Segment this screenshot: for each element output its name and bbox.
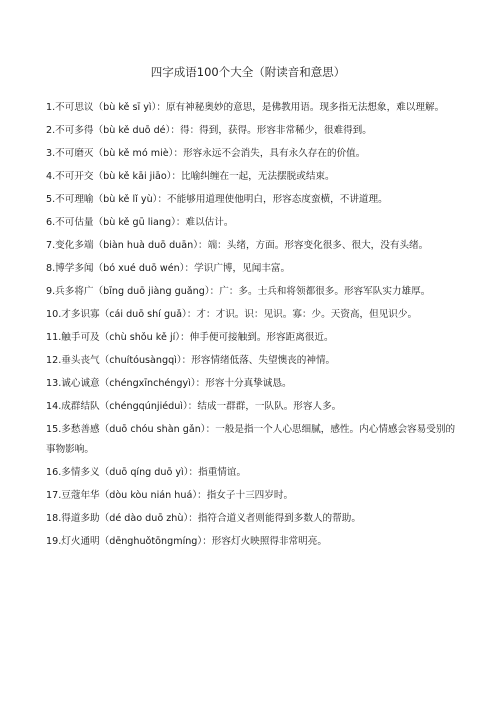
document-title: 四字成语100个大全（附读音和意思） xyxy=(150,65,346,79)
idiom-entry: 5.不可理喻（bù kě lǐ yù）：不能够用道理使他明白，形容态度蛮横，不讲道理。 xyxy=(46,194,388,205)
idiom-entry: 11.触手可及（chù shǒu kě jí）：伸手便可接触到。形容距离很近。 xyxy=(46,332,334,343)
idiom-entry: 3.不可磨灭（bù kě mó miè）：形容永远不会消失，具有永久存在的价值。 xyxy=(46,148,366,159)
idiom-entry: 14.成群结队（chéngqúnjiéduì）：结成一群群，一队队。形容人多。 xyxy=(46,401,342,412)
idiom-entry: 12.垂头丧气（chuítóusàngqì）：形容情绪低落、失望懊丧的神情。 xyxy=(46,355,336,366)
idiom-entry: 4.不可开交（bù kě kāi jiāo）：比喻纠缠在一起，无法摆脱或结束。 xyxy=(46,171,335,182)
idiom-entry: 18.得道多助（dé dào duō zhù）：指符合道义者则能得到多数人的帮助。 xyxy=(46,513,361,524)
idiom-entry: 10.才多识寡（cái duō shí guǎ）：才：才识。识：见识。寡：少。天资高，但见识少。 xyxy=(46,309,418,320)
idiom-entry: 19.灯火通明（dēnghuǒtōngmíng）：形容灯火映照得非常明亮。 xyxy=(46,536,327,547)
idiom-entry: 2.不可多得（bù kě duō dé）：得：得到，获得。形容非常稀少，很难得到。 xyxy=(46,125,372,136)
idiom-entry: 15.多愁善感（duō chóu shàn gǎn）：一般是指一个人心思细腻，感性。内心情感会容易受别的事物影响。 xyxy=(46,424,456,455)
idiom-entry: 13.诚心诚意（chéngxīnchéngyì）：形容十分真挚诚恳。 xyxy=(46,378,292,389)
idiom-entry: 1.不可思议（bù kě sī yì）：原有神秘奥妙的意思，是佛教用语。现多指无法想象，难以理解。 xyxy=(46,102,445,113)
idiom-entry: 6.不可估量（bù kě gū liang）：难以估计。 xyxy=(46,217,234,228)
idiom-entry: 8.博学多闻（bó xué duō wén）：学识广博，见闻丰富。 xyxy=(46,263,291,274)
idiom-list xyxy=(46,98,456,555)
idiom-entry: 17.豆蔻年华（dòu kòu nián huá）：指女子十三四岁时。 xyxy=(46,490,294,501)
idiom-entry: 9.兵多将广（bīng duō jiàng guǎng）：广：多。士兵和将领都很多。形容军队实力雄厚。 xyxy=(46,286,431,297)
idiom-entry: 7.变化多端（biàn huà duō duān）：端：头绪，方面。形容变化很多、很大，没有头绪。 xyxy=(46,240,429,251)
idiom-entry: 16.多情多义（duō qíng duō yì）：指重情谊。 xyxy=(46,467,247,478)
